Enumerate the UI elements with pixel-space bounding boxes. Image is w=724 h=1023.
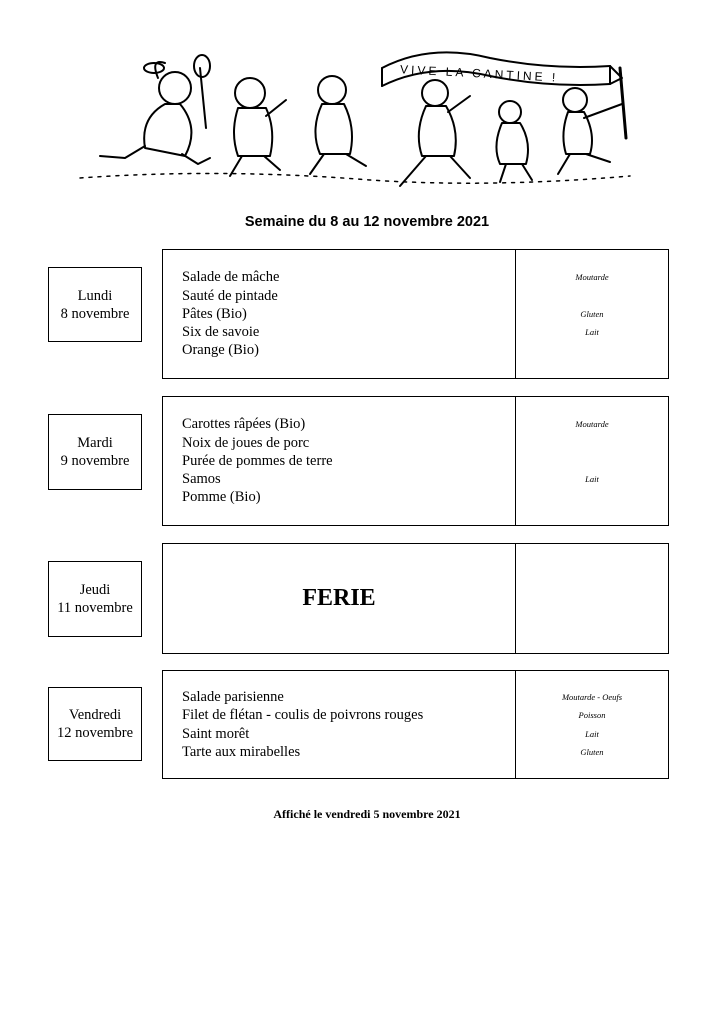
allergen <box>591 287 593 305</box>
day-box-thursday <box>48 561 142 637</box>
menu-box-thursday <box>162 543 669 654</box>
menu-item: Sauté de pintade <box>182 287 278 304</box>
allergen: Moutarde <box>575 419 609 430</box>
allergen: Lait <box>585 327 599 338</box>
menu-item: Tarte aux mirabelles <box>182 743 301 760</box>
allergen: Moutarde - Oeufs <box>561 692 623 703</box>
banner-text: VIVE LA CANTINE ! <box>399 62 559 85</box>
day-box-friday <box>48 687 142 761</box>
menu-item: Six de savoie <box>182 324 260 341</box>
allergen-list <box>516 671 668 778</box>
menu-item: Carottes râpées (Bio) <box>182 416 306 433</box>
day-name: Mardi <box>77 435 113 451</box>
menu-items <box>163 397 516 525</box>
day-name: Jeudi <box>79 582 111 598</box>
menu-box-monday <box>162 249 669 379</box>
allergen <box>591 434 593 452</box>
allergen: Moutarde <box>575 272 609 283</box>
week-title: Semaine du 8 au 12 novembre 2021 <box>244 214 490 230</box>
day-name: Lundi <box>77 287 113 304</box>
menu-item: Saint morêt <box>182 725 250 742</box>
allergen-list <box>516 250 668 378</box>
menu-item: Filet de flétan - coulis de poivrons rouges <box>182 707 424 724</box>
menu-items <box>163 250 516 378</box>
allergen: Lait <box>585 474 599 485</box>
allergen <box>591 341 593 359</box>
ferie-label: FERIE <box>163 544 516 653</box>
day-date: 8 novembre <box>60 305 130 322</box>
menu-item: Salade de mâche <box>182 269 280 286</box>
allergen-list <box>516 544 668 653</box>
allergen: Lait <box>585 728 599 739</box>
allergen <box>591 488 593 506</box>
allergen: Gluten <box>580 746 604 757</box>
menu-item: Purée de pommes de terre <box>182 452 333 469</box>
menu-item: Pomme (Bio) <box>182 489 261 506</box>
menu-item: Orange (Bio) <box>182 342 259 359</box>
allergen-list <box>516 397 668 525</box>
day-date: 12 novembre <box>56 725 134 741</box>
menu-item: Salade parisienne <box>182 689 284 706</box>
day-box-tuesday <box>48 414 142 490</box>
allergen: Gluten <box>580 308 604 319</box>
allergen <box>591 452 593 470</box>
cantine-banner-illustration <box>70 38 660 198</box>
menu-box-tuesday <box>162 396 669 526</box>
day-name: Vendredi <box>68 707 122 723</box>
posted-date: Affiché le vendredi 5 novembre 2021 <box>273 807 461 821</box>
day-date: 9 novembre <box>60 453 130 469</box>
menu-item: Noix de joues de porc <box>182 434 310 451</box>
menu-items <box>163 671 516 778</box>
menu-item: Pâtes (Bio) <box>182 305 247 322</box>
day-box-monday <box>48 267 142 342</box>
allergen: Poisson <box>578 710 606 721</box>
menu-item: Samos <box>182 471 221 488</box>
menu-box-friday <box>162 670 669 779</box>
day-date: 11 novembre <box>57 600 133 616</box>
